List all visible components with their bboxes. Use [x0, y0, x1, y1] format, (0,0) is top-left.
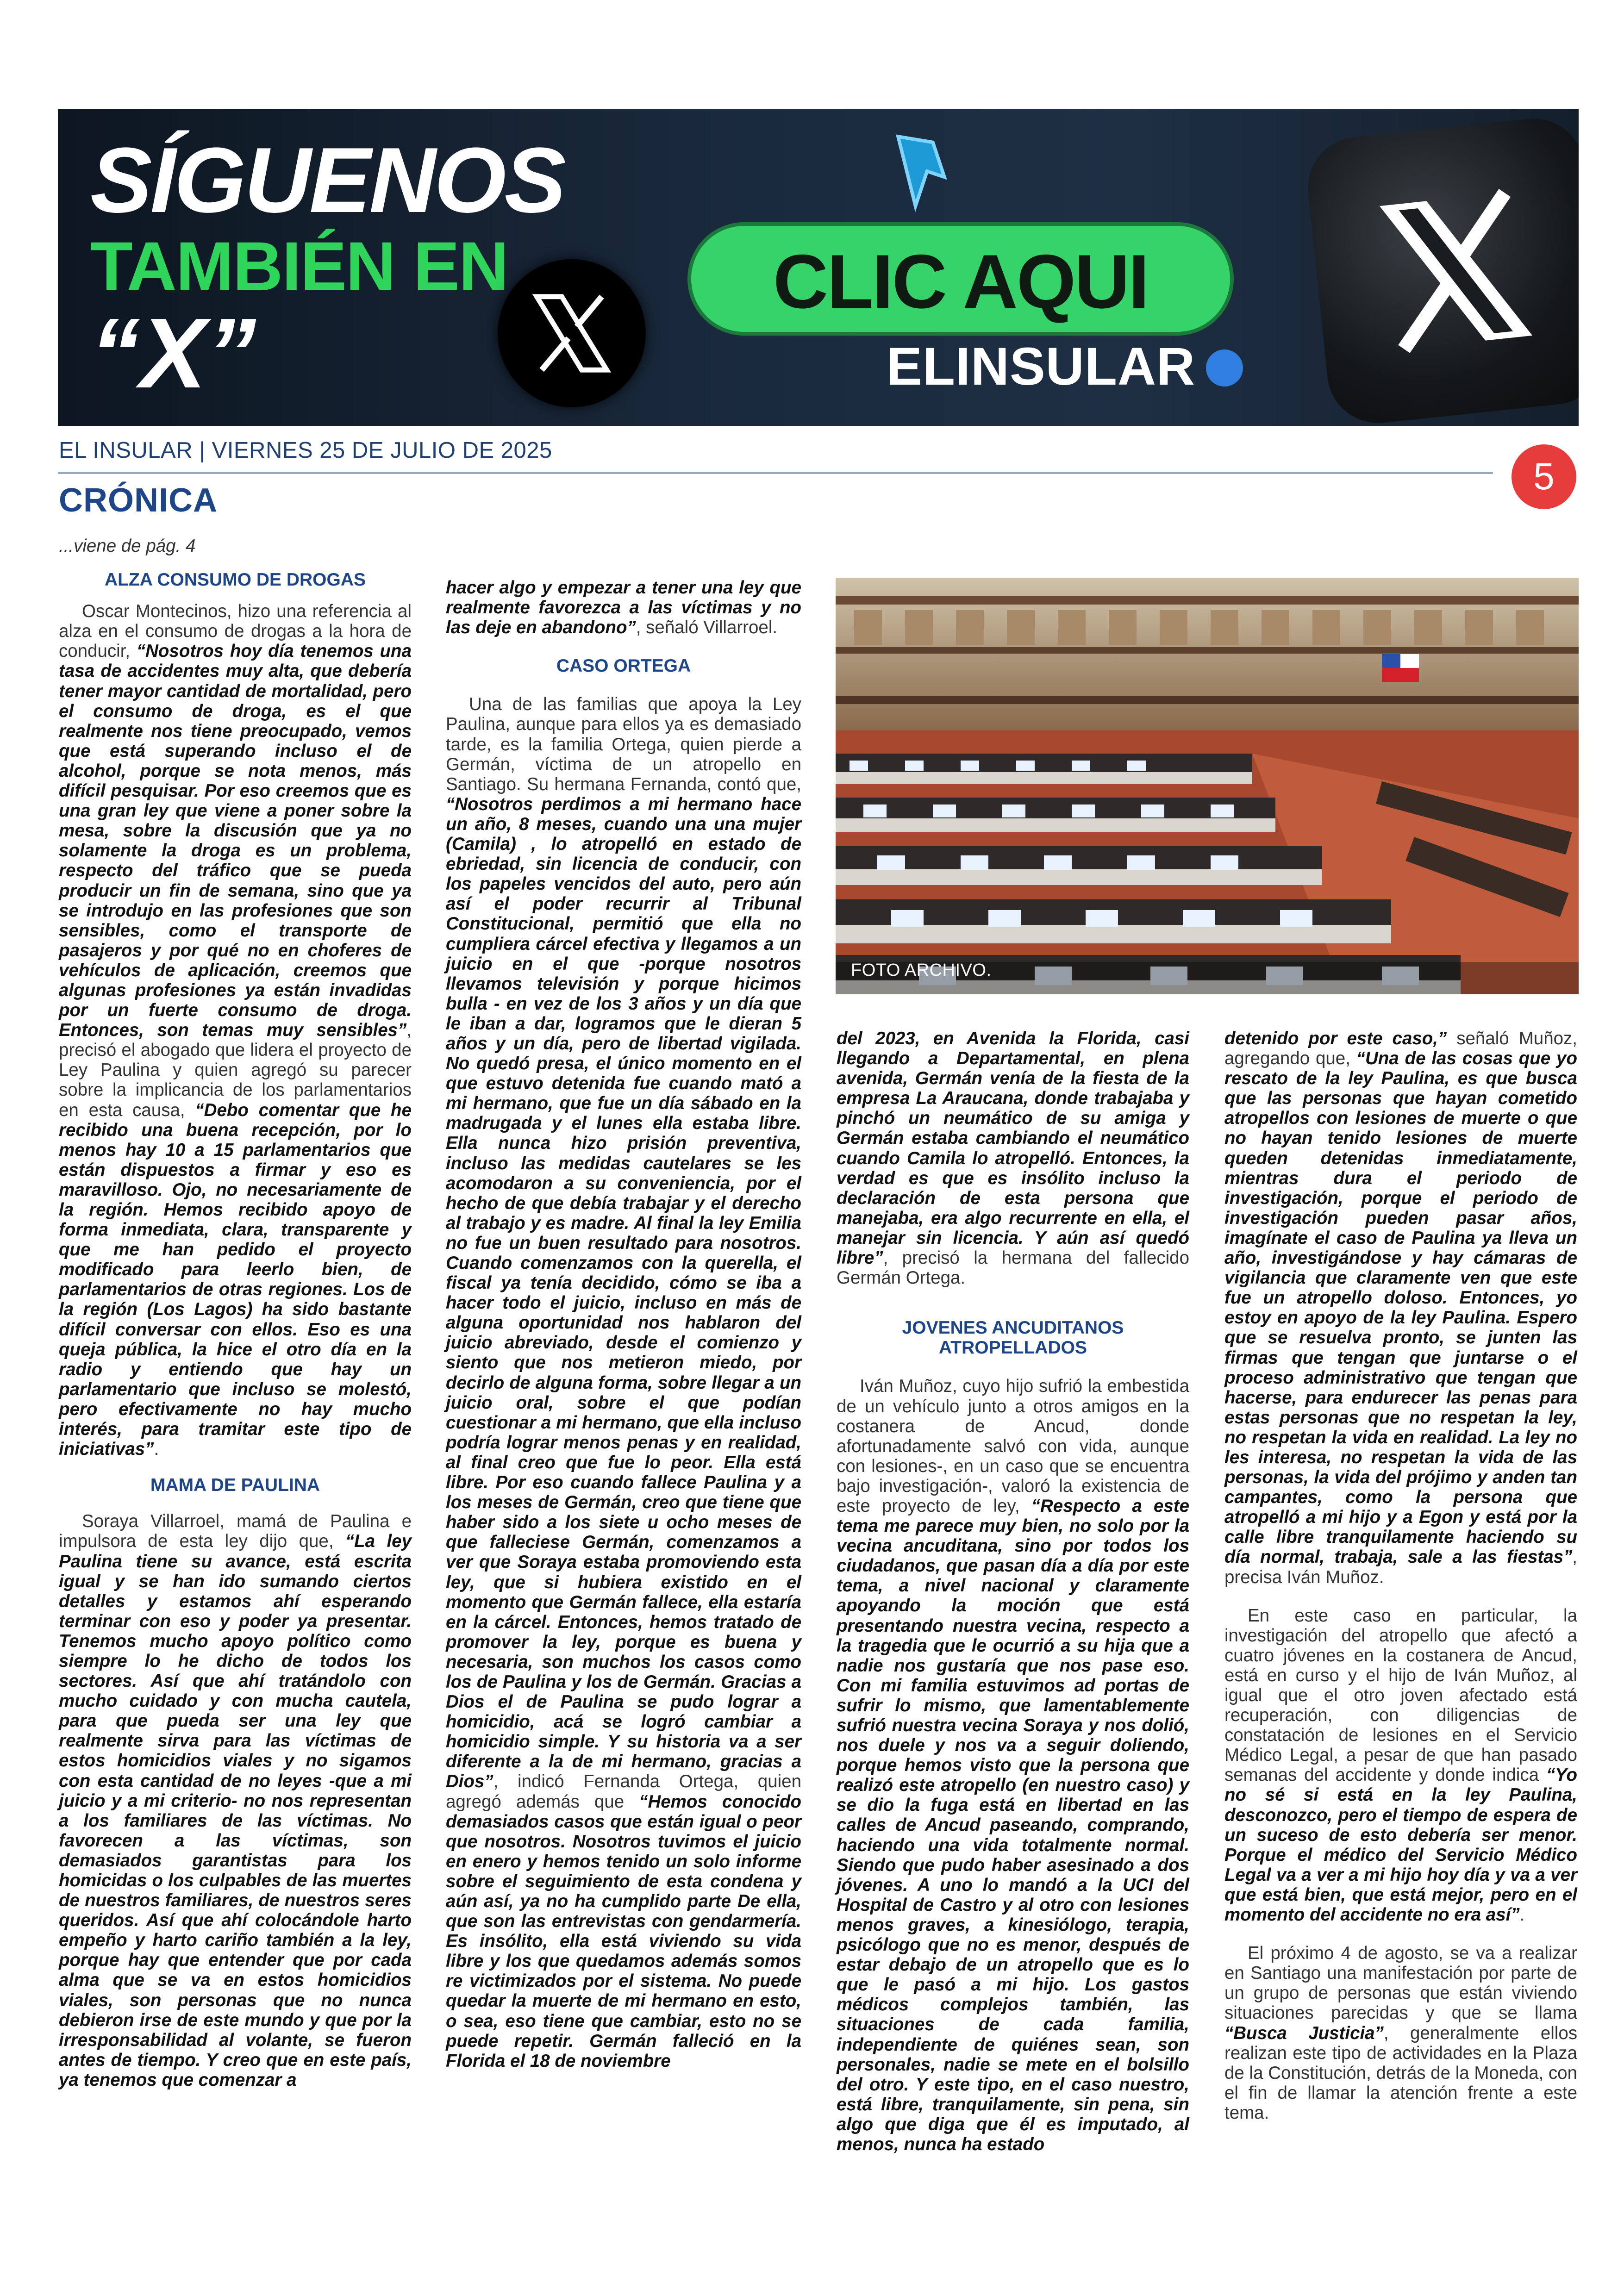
- paragraph: Una de las familias que apoya la Ley Paulina, aunque para ellos ya es demasiado tarde, es la familia Ortega, quien pierde a Germán, víctima de un atropello en Santiago. Su hermana Fernanda, contó que, “Nosotros perdimos a mi hermano hace un año, 8 meses, cuando una una mujer (Camila) , lo atropelló en estado de ebriedad, sin licencia de conducir, con los papeles vencidos del auto, pero aún así el poder recurrir al Tribunal Constitucional, permitió que ella no cumpliera cárcel efectiva y llegamos a un juicio en el que -porque nosotros llevamos televisión y porque hicimos bulla - en vez de los 3 años y un día que le iban a dar, logramos que le dieran 5 años y un día, pero de libertad vigilada. No quedó presa, el único momento en el que estuvo detenida fue cuando mató a mi hermano, que fue un día sábado en la madrugada y el lunes ella estaba libre. Ella nunca hizo prisión preventiva, incluso las medidas cautelares se les acomodaron a su conveniencia, por el hecho de que debía trabajar y el derecho al trabajo y es madre. Al final la ley Emilia no fue un buen resultado para nosotros. Cuando comenzamos con la querella, el fiscal ya tenía decidido, cómo se iba a hacer todo el juicio, incluso en más de alguna oportunidad nos hablaron del juicio abreviado, desde el comienzo y siento que nos metieron miedo, por decirlo de alguna forma, sobre llegar a un juicio oral, sobre el que podían cuestionar a mi hermano, que ella incluso podría lograr menos penas y en realidad, al final creo que fue lo peor. Ella está libre. Por eso cuando fallece Paulina y a los meses de Germán, creo que tiene que haber sido a los siete u ocho meses de que falleciese Germán, comenzamos a ver que Soraya estaba promoviendo esta ley, que si hubiera existido en el momento que Germán fallece, ella estaría en la cárcel. Entonces, hemos tratado de promover la ley, porque es buena y necesaria, son muchos los casos como los de Paulina y los de Germán. Gracias a Dios el de Paulina se pudo lograr a homicidio, acá se logró cambiar a homicidio simple. Y su historia va a ser diferente a la de mi hermano, gracias a Dios”, indicó Fernanda Ortega, quien agregó además que “Hemos conocido demasiados casos que están igual o peor que nosotros. Nosotros tuvimos el juicio en enero y hemos tenido un solo informe sobre el seguimiento de esta condena y aún así, ya no ha cumplido parte De ella, que son las entrevistas con gendarmería. Es insólito, ella está viviendo su vida libre y los que quedamos además somos re victimizados por el sistema. No puede quedar la muerte de mi hermano en esto, o sea, eso tiene que cambiar, esto no se puede repetir. Germán falleció en la Florida el 18 de noviembre: [446, 694, 801, 2071]
- subheading-mama-de-paulina: MAMA DE PAULINA: [150, 1475, 320, 1496]
- paragraph: detenido por este caso,” señaló Muñoz, agregando que, “Una de las cosas que yo rescato de la ley Paulina, es que busca que las personas que hayan cometido atropellos con lesiones de muerte o que no hayan tenido lesiones de muerte queden detenidas inmediatamente, mientras dura el periodo de investigación, porque el periodo de investigación pueden pasar años, imagínate el caso de Paulina ya lleva un año, investigándose y hay cámaras de vigilancia que claramente ven que este fue un atropello doloso. Entonces, yo estoy en apoyo de la ley Paulina. Espero que se resuelva pronto, se junten las firmas que tengan que juntarse o el proceso administrativo que tengan que hacerse, para endurecer las penas para estas personas que no respetan la ley, no respetan la vida en realidad. La ley no les interesa, no respetan la vida de las personas, la vida del prójimo y anden tan campantes, como la persona que atropelló a mi hijo y a Egon y está por la calle libre tranquilamente haciendo su día normal, trabaja, sale a las fiestas”, precisa Iván Muñoz.: [1224, 1029, 1577, 1587]
- banner-headline-siguenos: SÍGUENOS: [90, 129, 564, 232]
- photo-caption: FOTO ARCHIVO.: [851, 960, 992, 980]
- paragraph: Iván Muñoz, cuyo hijo sufrió la embestida de un vehículo junto a otros amigos en la costanera de Ancud, donde afortunadamente salvó con vida, aunque con lesiones-, en un caso que se encuentra bajo investigación-, valoró la existencia de este proyecto de ley, “Respecto a este tema me parece muy bien, no solo por la vecina ancuditana, sino por todos los ciudadanos, que pasan día a día por este tema, a nivel nacional y claramente apoyando la moción que está presentando nuestra vecina, respecto a la tragedia que le ocurrió a su hija que a nadie nos gustaría que nos pase eso. Con mi familia estuvimos ad portas de sufrir lo mismo, que lamentablemente sufrió nuestra vecina Soraya y nos dolió, nos duele y nos va a seguir doliendo, porque hemos visto que la persona que realizó este atropello (en nuestro caso) y se dio la fuga está en libertad en las calles de Ancud paseando, comprando, haciendo una vida totalmente normal. Siendo que pudo haber asesinado a dos jóvenes. A uno lo mandó a la UCI del Hospital de Castro y al otro con lesiones menos graves, a kinesiólogo, terapia, psicólogo que no es menor, después de estar debajo de un atropello que es lo que le pasó a mi hijo. Los gastos médicos complejos también, las situaciones de cada familia, independiente de quiénes sean, son personales, nadie se mete en el bolsillo del otro. Y este tipo, en el caso nuestro, está libre, tranquilamente, sin pena, sin algo que diga que él es imputado, al menos, nunca ha estado: [837, 1376, 1189, 2154]
- paragraph: En este caso en particular, la investigación del atropello que afectó a cuatro jóvenes en la costanera de Ancud, está en curso y el hijo de Iván Muñoz, al igual que el otro joven afectado está recuperación, con diligencias de constatación de lesiones en el Servicio Médico Legal, a pesar de que han pasado semanas del accidente y donde indica “Yo no sé si está en la ley Paulina, desconozco, pero el tiempo de espera de un suceso de esto debería ser menor. Porque el médico del Servicio Médico Legal va a ver a mi hijo hoy día y va a ver que está bien, que está mejor, pero en el momento del accidente no era así”.: [1224, 1605, 1577, 1925]
- article-column-4: [1224, 1029, 1577, 2123]
- elinsular-wordmark: ELINSULAR: [887, 337, 1196, 396]
- subheading-jovenes-ancuditanos: JOVENES ANCUDITANOS ATROPELLADOS: [902, 1318, 1124, 1358]
- chamber-photo-illustration: [836, 578, 1579, 994]
- article-column-3: [837, 1029, 1189, 2154]
- elinsular-dot-icon: [1206, 349, 1243, 387]
- follow-on-x-banner[interactable]: [58, 109, 1579, 426]
- paragraph: Soraya Villarroel, mamá de Paulina e impulsora de esta ley dijo que, “La ley Paulina tiene su avance, está escrita igual y se han ido sumando ciertos detalles y estamos ahí esperando terminar con eso y poder ya presentar. Tenemos mucho apoyo político como siempre lo he dicho de todos los sectores. Así que ahí tratándolo con mucho cuidado y con mucha cautela, para que pueda ser una ley que realmente sirva para las víctimas de estos homicidios viales y no sigamos con esta cantidad de no leyes -que a mi juicio y a mi criterio- no nos representan a los familiares de las víctimas. No favorecen a las víctimas, son demasiados garantistas para los homicidas o los culpables de las muertes de nuestros familiares, de nuestros seres queridos. Así que ahí colocándole harto empeño y harto cariño también a la ley, porque hay que entender que por cada alma que se va en estos homicidios viales, son personas que no nunca debieron irse de este mundo y que por la irresponsabilidad al volante, se fueron antes de tiempo. Y creo que en este país, ya tenemos que comenzar a: [59, 1511, 412, 2090]
- paragraph: del 2023, en Avenida la Florida, casi llegando a Departamental, en plena avenida, Germán venía de la fiesta de la empresa La Araucana, donde trabajaba y pinchó un neumático de su amiga y Germán estaba cambiando el neumático cuando Camila lo atropelló. Entonces, la verdad es que es insólito incluso la declaración de esta persona que manejaba, era algo recurrente en ella, el manejar sin licencia. Y aún así quedó libre”, precisó la hermana del fallecido Germán Ortega.: [837, 1029, 1189, 1288]
- banner-headline-x: “X”: [90, 297, 256, 409]
- paragraph: Oscar Montecinos, hizo una referencia al alza en el consumo de drogas a la hora de conducir, “Nosotros hoy día tenemos una tasa de accidentes muy alta, que debería tener mayor cantidad de mortalidad, pero el consumo de droga, es el que realmente nos tiene preocupado, vemos que está superando incluso el de alcohol, porque se nota menos, más difícil pesquisar. Por eso creemos que es una gran ley que viene a poner sobre la mesa, sobre la discusión que ya no solamente la droga es un problema, respecto del tráfico que se pueda producir un fin de semana, sino que ya se introdujo en las profesiones que son sensibles, como el transporte de pasajeros y por qué no en choferes de vehículos de aplicación, creemos que algunas profesiones ya están invadidas por un fuerte consumo de droga. Entonces, son temas muy sensibles”, precisó el abogado que lidera el proyecto de Ley Paulina y quien agregó su parecer sobre la implicancia de los parlamentarios en esta causa, “Debo comentar que he recibido una buena recepción, por lo menos hay 10 a 15 parlamentarios que están dispuestos a firmar y eso es maravilloso. Ojo, no necesariamente de la región. Hemos recibido apoyo de forma inmediata, clara, transparente y que me han pedido el proyecto modificado para leerlo bien, de parlamentarios de otras regiones. Los de la región (Los Lagos) ha sido bastante difícil conversar con ellos. Eso es una queja pública, la hice el otro día en la radio y entiendo que hay un parlamentario que incluso se molestó, pero efectivamente no hay mucho interés, para tramitar este tipo de iniciativas”.: [59, 601, 412, 1459]
- elinsular-mark-icon: [887, 125, 956, 218]
- x-logo-icon: [498, 259, 646, 407]
- folio-date-line: EL INSULAR | VIERNES 25 DE JULIO DE 2025: [59, 438, 552, 463]
- subheading-caso-ortega: CASO ORTEGA: [556, 656, 691, 676]
- banner-headline-tambien-en: TAMBIÉN EN: [90, 227, 508, 305]
- article-column-1: [59, 536, 412, 2090]
- clic-aqui-label: CLIC AQUI: [773, 239, 1149, 324]
- x-logo-tile-icon: [1303, 113, 1579, 426]
- continued-from-kicker: ...viene de pág. 4: [59, 536, 196, 556]
- paragraph: hacer algo y empezar a tener una ley que realmente favorezca a las víctimas y no las deje en abandono”, señaló Villarroel.: [446, 578, 801, 638]
- page-number-badge: 5: [1512, 444, 1576, 509]
- clic-aqui-button[interactable]: [687, 222, 1234, 336]
- subheading-alza-consumo: ALZA CONSUMO DE DROGAS: [104, 570, 366, 590]
- chamber-photo: [836, 578, 1579, 994]
- paragraph: El próximo 4 de agosto, se va a realizar en Santiago una manifestación por parte de un grupo de personas que están viviendo situaciones parecidas y que se llama “Busca Justicia”, generalmente ellos realizan este tipo de actividades en la Plaza de la Constitución, detrás de la Moneda, con el fin de llamar la atención frente a este tema.: [1224, 1943, 1577, 2123]
- section-title: CRÓNICA: [59, 482, 218, 519]
- article-column-2: [446, 578, 801, 2071]
- header-divider: [58, 472, 1493, 474]
